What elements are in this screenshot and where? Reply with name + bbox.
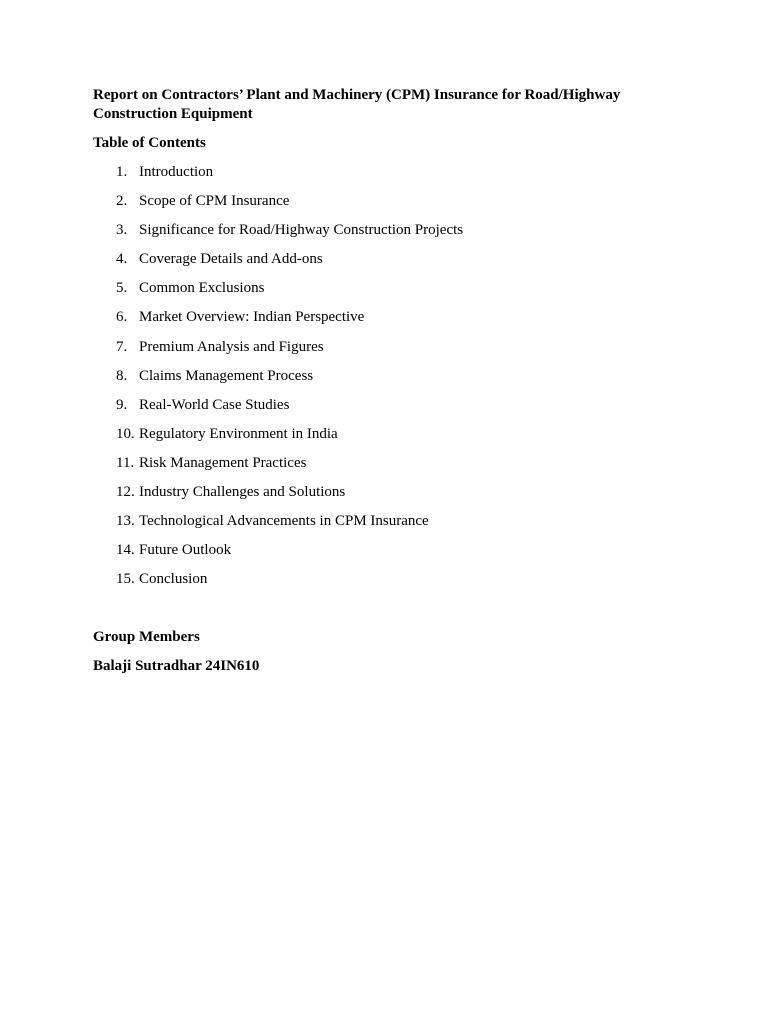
toc-item-number: 9. (116, 396, 128, 413)
toc-item-label: Regulatory Environment in India (139, 425, 338, 442)
toc-item-label: Coverage Details and Add-ons (139, 251, 323, 268)
toc-item-number: 1. (116, 164, 128, 180)
toc-item-number: 5. (116, 280, 128, 297)
toc-item (93, 425, 693, 444)
toc-heading: Table of Contents (93, 135, 206, 151)
group-members-heading: Group Members (93, 629, 200, 645)
report-title: Report on Contractors’ Plant and Machinery (CPM) Insurance for Road/Highway Construction Equipment (93, 87, 621, 122)
toc-item-number: 12. (116, 484, 135, 501)
toc-item-number: 4. (116, 251, 128, 268)
toc-item (93, 221, 693, 240)
toc-item-label: Future Outlook (139, 542, 232, 559)
toc-item (93, 338, 693, 357)
toc-item (93, 163, 693, 182)
toc-item-number: 10. (116, 425, 135, 442)
group-member: Balaji Sutradhar 24IN610 (93, 658, 260, 674)
toc-item (93, 192, 693, 211)
toc-item (93, 367, 693, 386)
toc-item-label: Technological Advancements in CPM Insurance (139, 513, 429, 530)
toc-item (93, 279, 693, 298)
toc-item-label: Common Exclusions (139, 280, 265, 297)
toc-item (93, 483, 693, 502)
toc-item-number: 8. (116, 367, 128, 384)
toc-item-label: Significance for Road/Highway Construction Projects (139, 222, 464, 239)
toc-item-label: Scope of CPM Insurance (139, 193, 290, 210)
toc-item-label: Risk Management Practices (139, 454, 307, 471)
toc-item (93, 308, 693, 327)
toc-item-label: Conclusion (139, 571, 208, 588)
toc-item (93, 250, 693, 269)
toc-item (93, 512, 693, 531)
toc-item (93, 570, 693, 589)
group-members-section (93, 628, 693, 676)
toc-item (93, 541, 693, 560)
toc-item-label: Real-World Case Studies (139, 396, 290, 413)
document-body (93, 86, 693, 599)
toc-item-label: Premium Analysis and Figures (139, 338, 324, 355)
toc-item-label: Market Overview: Indian Perspective (139, 309, 365, 326)
toc-item-label: Industry Challenges and Solutions (139, 484, 346, 501)
toc-item-number: 2. (116, 193, 128, 210)
toc-item (93, 454, 693, 473)
toc-item-number: 13. (116, 513, 135, 530)
toc-item (93, 396, 693, 415)
toc-list (93, 163, 693, 589)
toc-item-number: 6. (116, 309, 128, 326)
toc-item-label: Claims Management Process (139, 367, 314, 384)
toc-item-number: 15. (116, 571, 135, 588)
toc-item-number: 14. (116, 542, 135, 559)
toc-item-number: 11. (116, 454, 135, 471)
toc-item-label: Introduction (139, 164, 214, 180)
toc-item-number: 3. (116, 222, 128, 239)
toc-item-number: 7. (116, 338, 128, 355)
